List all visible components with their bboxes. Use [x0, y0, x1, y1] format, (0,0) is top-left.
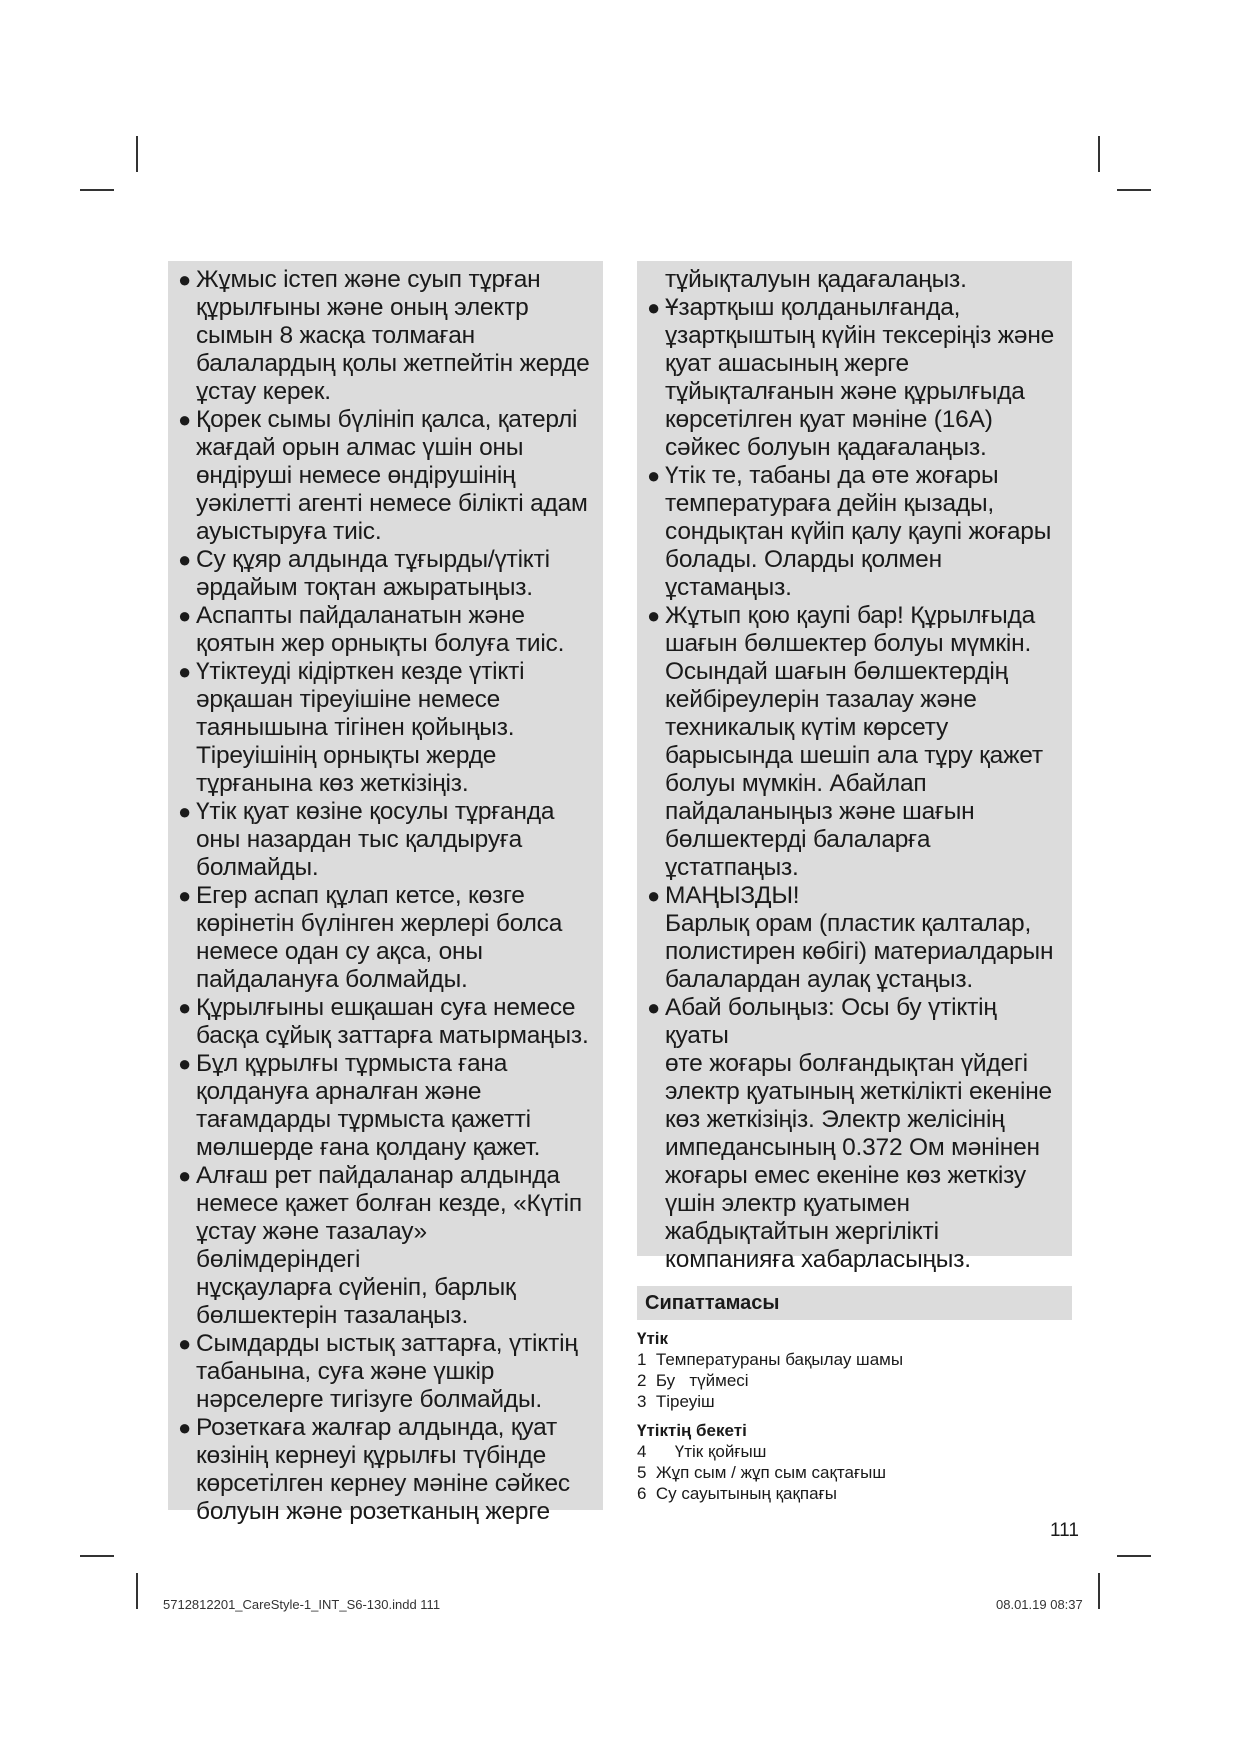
safety-panel-left — [168, 261, 603, 1525]
part-item: 3 Тіреуіш — [637, 1392, 715, 1411]
safety-item — [645, 994, 1062, 1274]
crop-mark — [1098, 136, 1100, 172]
crop-mark — [1117, 189, 1151, 191]
safety-item — [176, 602, 593, 658]
bullet-icon: ● — [178, 267, 192, 292]
safety-item — [176, 994, 593, 1050]
safety-list-right — [645, 294, 1062, 1274]
safety-item-text: Жұтып қою қаупі бар! Құрылғыда шағын бөлшектер болуы мүмкін. Осындай шағын бөлшектердің кейбіреулерін тазалау және техникалық күтім көрсету барысында шешіп ала тұру қажет болуы мүмкін. Абайлап пайдаланыңыз және шағын бөлшектерді балаларға ұстатпаңыз. — [665, 602, 1043, 881]
part-item: 6 Су сауытының қақпағы — [637, 1484, 838, 1503]
station-heading: Үтіктің бекеті — [637, 1421, 747, 1440]
safety-item-text: Розеткаға жалғар алдында, қуат көзінің кернеуі құрылғы түбінде көрсетілген кернеу мәніне сәйкес болуын және розетканың жерге — [196, 1414, 570, 1525]
bullet-icon: ● — [178, 799, 192, 824]
crop-mark — [1117, 1555, 1151, 1557]
safety-item — [176, 798, 593, 882]
safety-item-text: Абай болыңыз: Осы бу үтіктің қуаты өте жоғары болғандықтан үйдегі электр қуатының жеткілікті екеніне көз жеткізіңіз. Электр желісінің импедансының 0.372 Ом мәнінен жоғары емес екеніне көз жеткізу үшін электр қуатымен жабдықтайтын жергілікті компанияға хабарласыңыз. — [665, 994, 1052, 1273]
crop-mark — [1098, 1573, 1100, 1609]
safety-item-text: Егер аспап құлап кетсе, көзге көрінетін бүлінген жерлері болса немесе одан су ақса, оны пайдалануға болмайды. — [196, 882, 563, 993]
continued-text: тұйықталуын қадағалаңыз. — [665, 266, 967, 293]
iron-heading: Үтік — [637, 1329, 669, 1348]
safety-item — [176, 1414, 593, 1526]
part-item: 2 Бу түймесі — [637, 1371, 749, 1390]
crop-mark — [80, 1555, 114, 1557]
bullet-icon: ● — [178, 995, 192, 1020]
bullet-icon: ● — [178, 883, 192, 908]
safety-item — [176, 658, 593, 798]
page-number: 111 — [1050, 1520, 1079, 1541]
iron-parts — [637, 1328, 903, 1412]
section-title: Сипаттамасы — [637, 1286, 1072, 1320]
bullet-icon: ● — [647, 463, 661, 488]
safety-item — [176, 882, 593, 994]
crop-mark — [80, 189, 114, 191]
bullet-icon: ● — [647, 883, 661, 908]
safety-item-text: Үтік те, табаны да өте жоғары температураға дейін қызады, сондықтан күйіп қалу қаупі жоғары болады. Оларды қолмен ұстамаңыз. — [665, 462, 1052, 601]
crop-mark — [136, 136, 138, 172]
safety-item — [176, 1162, 593, 1330]
bullet-icon: ● — [178, 1163, 192, 1188]
part-item: 1 Температураны бақылау шамы — [637, 1350, 904, 1369]
bullet-icon: ● — [178, 547, 192, 572]
safety-item-text: Алғаш рет пайдаланар алдында немесе қажет болған кезде, «Күтіп ұстау және тазалау» бөлімдеріндегі нұсқауларға сүйеніп, барлық бөлшектерін тазалаңыз. — [196, 1162, 582, 1329]
safety-item — [176, 1330, 593, 1414]
bullet-icon: ● — [178, 1051, 192, 1076]
bullet-icon: ● — [178, 1415, 192, 1440]
safety-item-text: Қорек сымы бүлініп қалса, қатерлі жағдай орын алмас үшін оны өндіруші немесе өндірушінің уәкілетті агенті немесе білікті адам ауыстыруға тиіс. — [196, 406, 588, 545]
bullet-icon: ● — [178, 407, 192, 432]
safety-item — [176, 546, 593, 602]
safety-panel-right — [637, 261, 1072, 1273]
safety-item — [645, 882, 1062, 994]
part-item: 5 Жұп сым / жұп сым сақтағыш — [637, 1463, 887, 1482]
safety-item — [176, 1050, 593, 1162]
safety-item-text: Үтік қуат көзіне қосулы тұрғанда оны назардан тыс қалдыруға болмайды. — [196, 798, 555, 881]
safety-item-text: Құрылғыны ешқашан суға немесе басқа сұйық заттарға матырмаңыз. — [196, 994, 589, 1049]
safety-item-text: Жұмыс істеп және суып тұрған құрылғыны және оның электр сымын 8 жасқа толмаған балалардың қолы жетпейтін жерде ұстау керек. — [196, 266, 590, 405]
safety-item-text: Бұл құрылғы тұрмыста ғана қолдануға арналған және тағамдарды тұрмыста қажетті мөлшерде ғана қолдану қажет. — [196, 1050, 541, 1161]
safety-item-text: Үтіктеуді кідірткен кезде үтікті әрқашан тіреуішіне немесе таянышына тігінен қойыңыз. Тіреуішінің орнықты жерде тұрғанына көз жеткізіңіз. — [196, 658, 525, 797]
safety-item-text: МАҢЫЗДЫ! Барлық орам (пластик қалталар, полистирен көбігі) материалдарын балалардан аулақ ұстаңыз. — [665, 882, 1054, 993]
bullet-icon: ● — [647, 995, 661, 1020]
crop-mark — [136, 1573, 138, 1609]
safety-item — [645, 602, 1062, 882]
safety-item-text: Су құяр алдында тұғырды/үтікті әрдайым тоқтан ажыратыңыз. — [196, 546, 550, 601]
bullet-icon: ● — [647, 295, 661, 320]
bullet-icon: ● — [647, 603, 661, 628]
bullet-icon: ● — [178, 1331, 192, 1356]
footer-file-info: 5712812201_CareStyle-1_INT_S6-130.indd 111 — [163, 1597, 441, 1612]
bullet-icon: ● — [178, 603, 192, 628]
safety-item — [176, 406, 593, 546]
bullet-icon: ● — [178, 659, 192, 684]
station-parts — [637, 1420, 886, 1504]
safety-item — [176, 266, 593, 406]
footer-timestamp: 08.01.19 08:37 — [996, 1597, 1083, 1612]
safety-item-text: Аспапты пайдаланатын және қоятын жер орнықты болуға тиіс. — [196, 602, 565, 657]
safety-item — [645, 462, 1062, 602]
safety-item-text: Ұзартқыш қолданылғанда, ұзартқыштың күйін тексеріңіз және қуат ашасының жерге тұйықталғанын және құрылғыда көрсетілген қуат мәніне (16А) сәйкес болуын қадағалаңыз. — [665, 294, 1055, 461]
safety-list-left — [176, 266, 593, 1526]
safety-item-text: Сымдарды ыстық заттарға, үтіктің табанына, суға және үшкір нәрселерге тигізуге болмайды. — [196, 1330, 578, 1413]
part-item: 4 Үтік қойғыш — [637, 1442, 767, 1461]
safety-item — [645, 294, 1062, 462]
